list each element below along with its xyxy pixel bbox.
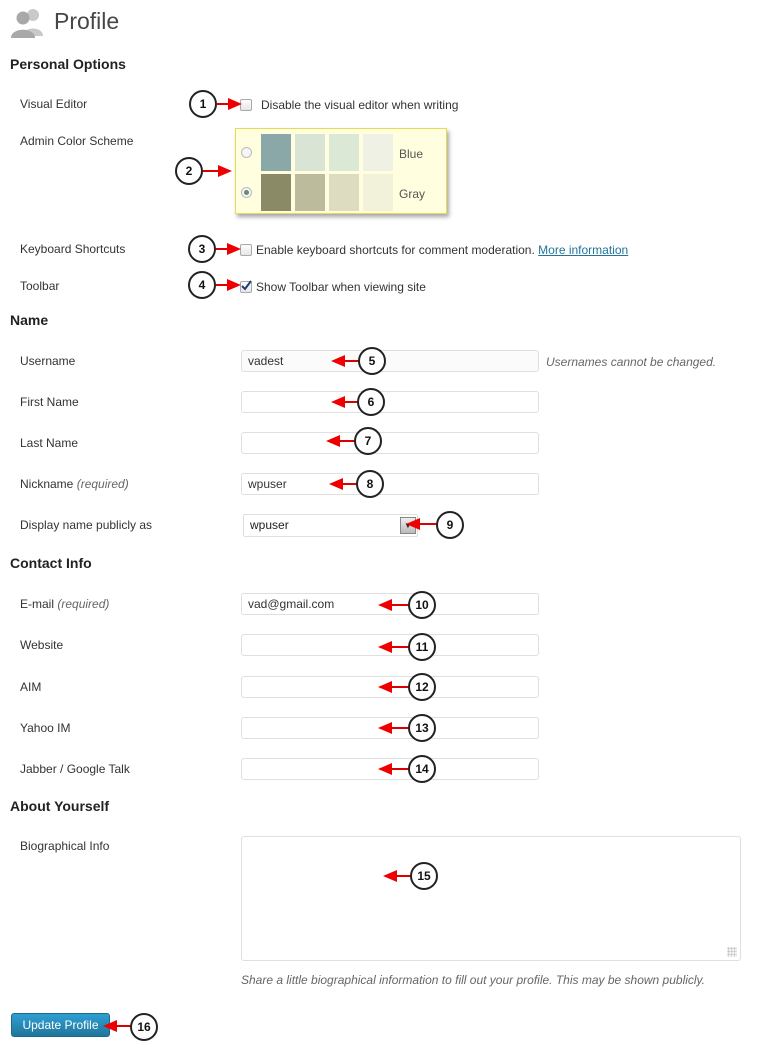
callout-4-arrow-icon <box>227 279 241 291</box>
callout-2-arrow-line <box>203 170 219 172</box>
scheme-blue-name: Blue <box>399 147 424 161</box>
first-name-label: First Name <box>20 395 79 409</box>
section-contact-info: Contact Info <box>10 555 92 571</box>
callout-11-arrow-icon <box>378 641 392 653</box>
bio-textarea[interactable] <box>241 836 741 961</box>
display-name-select[interactable] <box>243 514 418 537</box>
toolbar-text: Show Toolbar when viewing site <box>256 280 426 294</box>
callout-9: 9 <box>436 511 464 539</box>
callout-8-arrow-icon <box>329 478 343 490</box>
scheme-blue-swatch-3 <box>329 134 359 171</box>
callout-3: 3 <box>188 235 216 263</box>
nickname-label-text: Nickname <box>20 477 74 491</box>
section-personal-options: Personal Options <box>10 56 126 72</box>
callout-6-arrow-icon <box>331 396 345 408</box>
callout-11-arrow-line <box>391 646 409 648</box>
callout-12-arrow-icon <box>378 681 392 693</box>
callout-10-arrow-line <box>391 604 409 606</box>
last-name-label: Last Name <box>20 436 79 450</box>
resize-grip-icon[interactable] <box>727 947 737 957</box>
callout-14: 14 <box>408 755 436 783</box>
callout-1: 1 <box>189 90 217 118</box>
scheme-gray-swatch-2 <box>295 174 325 211</box>
callout-12-arrow-line <box>391 686 409 688</box>
last-name-input[interactable] <box>241 432 539 454</box>
nickname-label <box>20 477 129 491</box>
callout-15-arrow-icon <box>383 870 397 882</box>
bio-label: Biographical Info <box>20 839 110 853</box>
scheme-blue-swatch-2 <box>295 134 325 171</box>
nickname-input[interactable]: wpuser <box>241 473 539 495</box>
more-information-link[interactable]: More information <box>538 243 629 257</box>
display-name-label: Display name publicly as <box>20 518 153 532</box>
callout-9-arrow-icon <box>406 518 420 530</box>
page-title: Profile <box>54 8 120 34</box>
aim-label: AIM <box>20 680 42 694</box>
username-input[interactable]: vadest <box>241 350 539 372</box>
visual-editor-text: Disable the visual editor when writing <box>261 98 459 112</box>
scheme-gray-swatch-1 <box>261 174 291 211</box>
nickname-required: (required) <box>76 477 129 491</box>
scheme-blue-swatch-1 <box>261 134 291 171</box>
callout-5-arrow-icon <box>331 355 345 367</box>
callout-9-arrow-line <box>419 523 437 525</box>
jabber-label: Jabber / Google Talk <box>20 762 130 776</box>
checkmark-icon <box>240 280 252 292</box>
username-hint: Usernames cannot be changed. <box>546 355 717 369</box>
keyboard-shortcuts-text <box>256 243 628 257</box>
toolbar-checkbox[interactable] <box>240 281 252 293</box>
username-label: Username <box>20 354 76 368</box>
callout-13-arrow-line <box>391 727 409 729</box>
callout-3-arrow-icon <box>227 243 241 255</box>
first-name-input[interactable] <box>241 391 539 413</box>
users-icon <box>10 6 46 38</box>
scheme-gray-swatch-4 <box>363 174 393 211</box>
callout-16: 16 <box>130 1013 158 1041</box>
website-label: Website <box>20 638 64 652</box>
callout-1-arrow-icon <box>228 98 242 110</box>
toolbar-label: Toolbar <box>20 279 60 293</box>
update-profile-button[interactable]: Update Profile <box>11 1013 110 1037</box>
callout-14-arrow-line <box>391 768 409 770</box>
callout-12: 12 <box>408 673 436 701</box>
color-scheme-label: Admin Color Scheme <box>20 134 134 148</box>
callout-10: 10 <box>408 591 436 619</box>
keyboard-shortcuts-checkbox[interactable] <box>240 244 252 256</box>
visual-editor-label: Visual Editor <box>20 97 88 111</box>
display-name-value: wpuser <box>250 518 289 532</box>
callout-2: 2 <box>175 157 203 185</box>
email-label <box>20 597 109 611</box>
email-input[interactable]: vad@gmail.com <box>241 593 539 615</box>
callout-7: 7 <box>354 427 382 455</box>
callout-4: 4 <box>188 271 216 299</box>
yahoo-label: Yahoo IM <box>20 721 71 735</box>
section-name: Name <box>10 312 49 328</box>
keyboard-shortcuts-label: Keyboard Shortcuts <box>20 242 126 256</box>
keyboard-shortcuts-desc: Enable keyboard shortcuts for comment moderation. <box>256 243 535 257</box>
bio-hint: Share a little biographical information to fill out your profile. This may be shown publicly. <box>241 973 706 987</box>
callout-8: 8 <box>356 470 384 498</box>
callout-7-arrow-line <box>339 440 355 442</box>
callout-5: 5 <box>358 347 386 375</box>
callout-7-arrow-icon <box>326 435 340 447</box>
email-label-text: E-mail <box>20 597 55 611</box>
callout-14-arrow-icon <box>378 763 392 775</box>
scheme-gray-radio[interactable] <box>241 187 252 198</box>
scheme-blue-radio[interactable] <box>241 147 252 158</box>
callout-16-arrow-icon <box>103 1020 117 1032</box>
chevron-down-icon[interactable]: ▼ <box>400 517 416 534</box>
callout-13-arrow-icon <box>378 722 392 734</box>
email-required: (required) <box>57 597 110 611</box>
scheme-gray-name: Gray <box>399 187 426 201</box>
scheme-blue-swatch-4 <box>363 134 393 171</box>
callout-13: 13 <box>408 714 436 742</box>
callout-11: 11 <box>408 633 436 661</box>
section-about: About Yourself <box>10 798 110 814</box>
callout-15: 15 <box>410 862 438 890</box>
callout-10-arrow-icon <box>378 599 392 611</box>
color-scheme-picker <box>235 128 447 214</box>
scheme-gray-swatch-3 <box>329 174 359 211</box>
callout-2-arrow-icon <box>218 165 232 177</box>
callout-6: 6 <box>357 388 385 416</box>
